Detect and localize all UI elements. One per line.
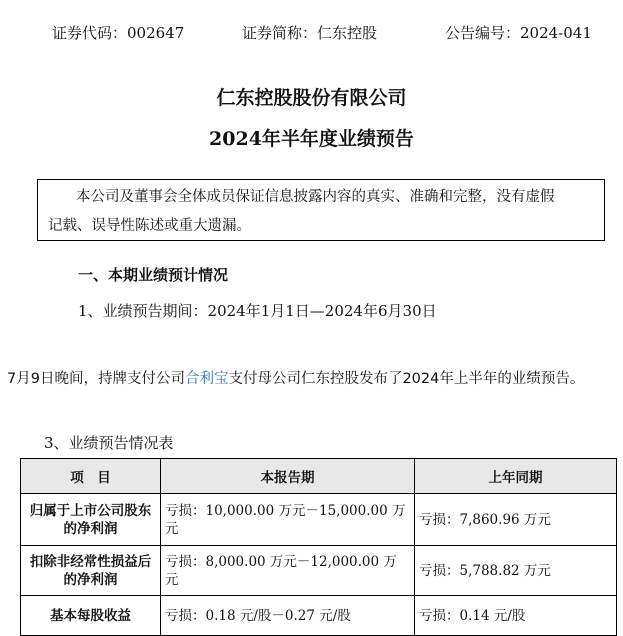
previous-period-value: 亏损：0.14 元/股 <box>415 596 617 636</box>
current-value-line: 亏损：10,000.00 万元－15,000.00 万 <box>165 502 406 519</box>
disclaimer-box <box>37 179 605 241</box>
row-label <box>21 494 161 546</box>
table-header-row <box>21 459 617 494</box>
current-period-value: 亏损：8,000.00 万元－12,000.00 万元 <box>161 546 415 596</box>
news-paragraph <box>7 367 584 388</box>
previous-period-value: 亏损：7,860.96 万元 <box>415 494 617 546</box>
row-label-line: 的净利润 <box>63 571 118 588</box>
news-text-after: 支付母公司仁东控股发布了2024年上半年的业绩预告。 <box>228 371 585 387</box>
row-label: 基本每股收益 <box>21 596 161 636</box>
disclaimer-line-2: 记载、误导性陈述或重大遗漏。 <box>48 218 251 234</box>
security-short-name: 证券简称：仁东控股 <box>242 24 378 42</box>
table-row <box>21 546 617 596</box>
table-row <box>21 494 617 546</box>
current-period-value <box>161 494 415 546</box>
current-period-value: 亏损：0.18 元/股－0.27 元/股 <box>161 596 415 636</box>
table-row <box>21 596 617 636</box>
notice-number: 公告编号：2024-041 <box>445 24 592 42</box>
current-value-line: 元 <box>165 520 179 537</box>
previous-period-value: 亏损：5,788.82 万元 <box>415 546 617 596</box>
forecast-table-heading: 3、业绩预告情况表 <box>44 434 174 452</box>
security-code: 证券代码：002647 <box>52 24 185 42</box>
row-label-line: 的净利润 <box>63 520 118 537</box>
column-header-current: 本报告期 <box>161 459 415 494</box>
news-text-before: 7月9日晚间，持牌支付公司 <box>7 371 185 387</box>
heli-bao-link[interactable]: 合利宝 <box>184 371 229 387</box>
forecast-period: 1、业绩预告期间：2024年1月1日—2024年6月30日 <box>78 302 437 320</box>
forecast-table <box>20 458 617 636</box>
document-title: 2024年半年度业绩预告 <box>209 128 414 150</box>
company-title: 仁东控股股份有限公司 <box>216 87 407 109</box>
row-label-line: 归属于上市公司股东 <box>29 502 152 519</box>
column-header-previous: 上年同期 <box>415 459 617 494</box>
row-label <box>21 546 161 596</box>
column-header-item: 项 目 <box>21 459 161 494</box>
disclaimer-line-1: 本公司及董事会全体成员保证信息披露内容的真实、准确和完整，没有虚假 <box>76 189 555 205</box>
section-heading-1: 一、本期业绩预计情况 <box>78 266 229 284</box>
row-label-line: 扣除非经常性损益后 <box>29 553 152 570</box>
